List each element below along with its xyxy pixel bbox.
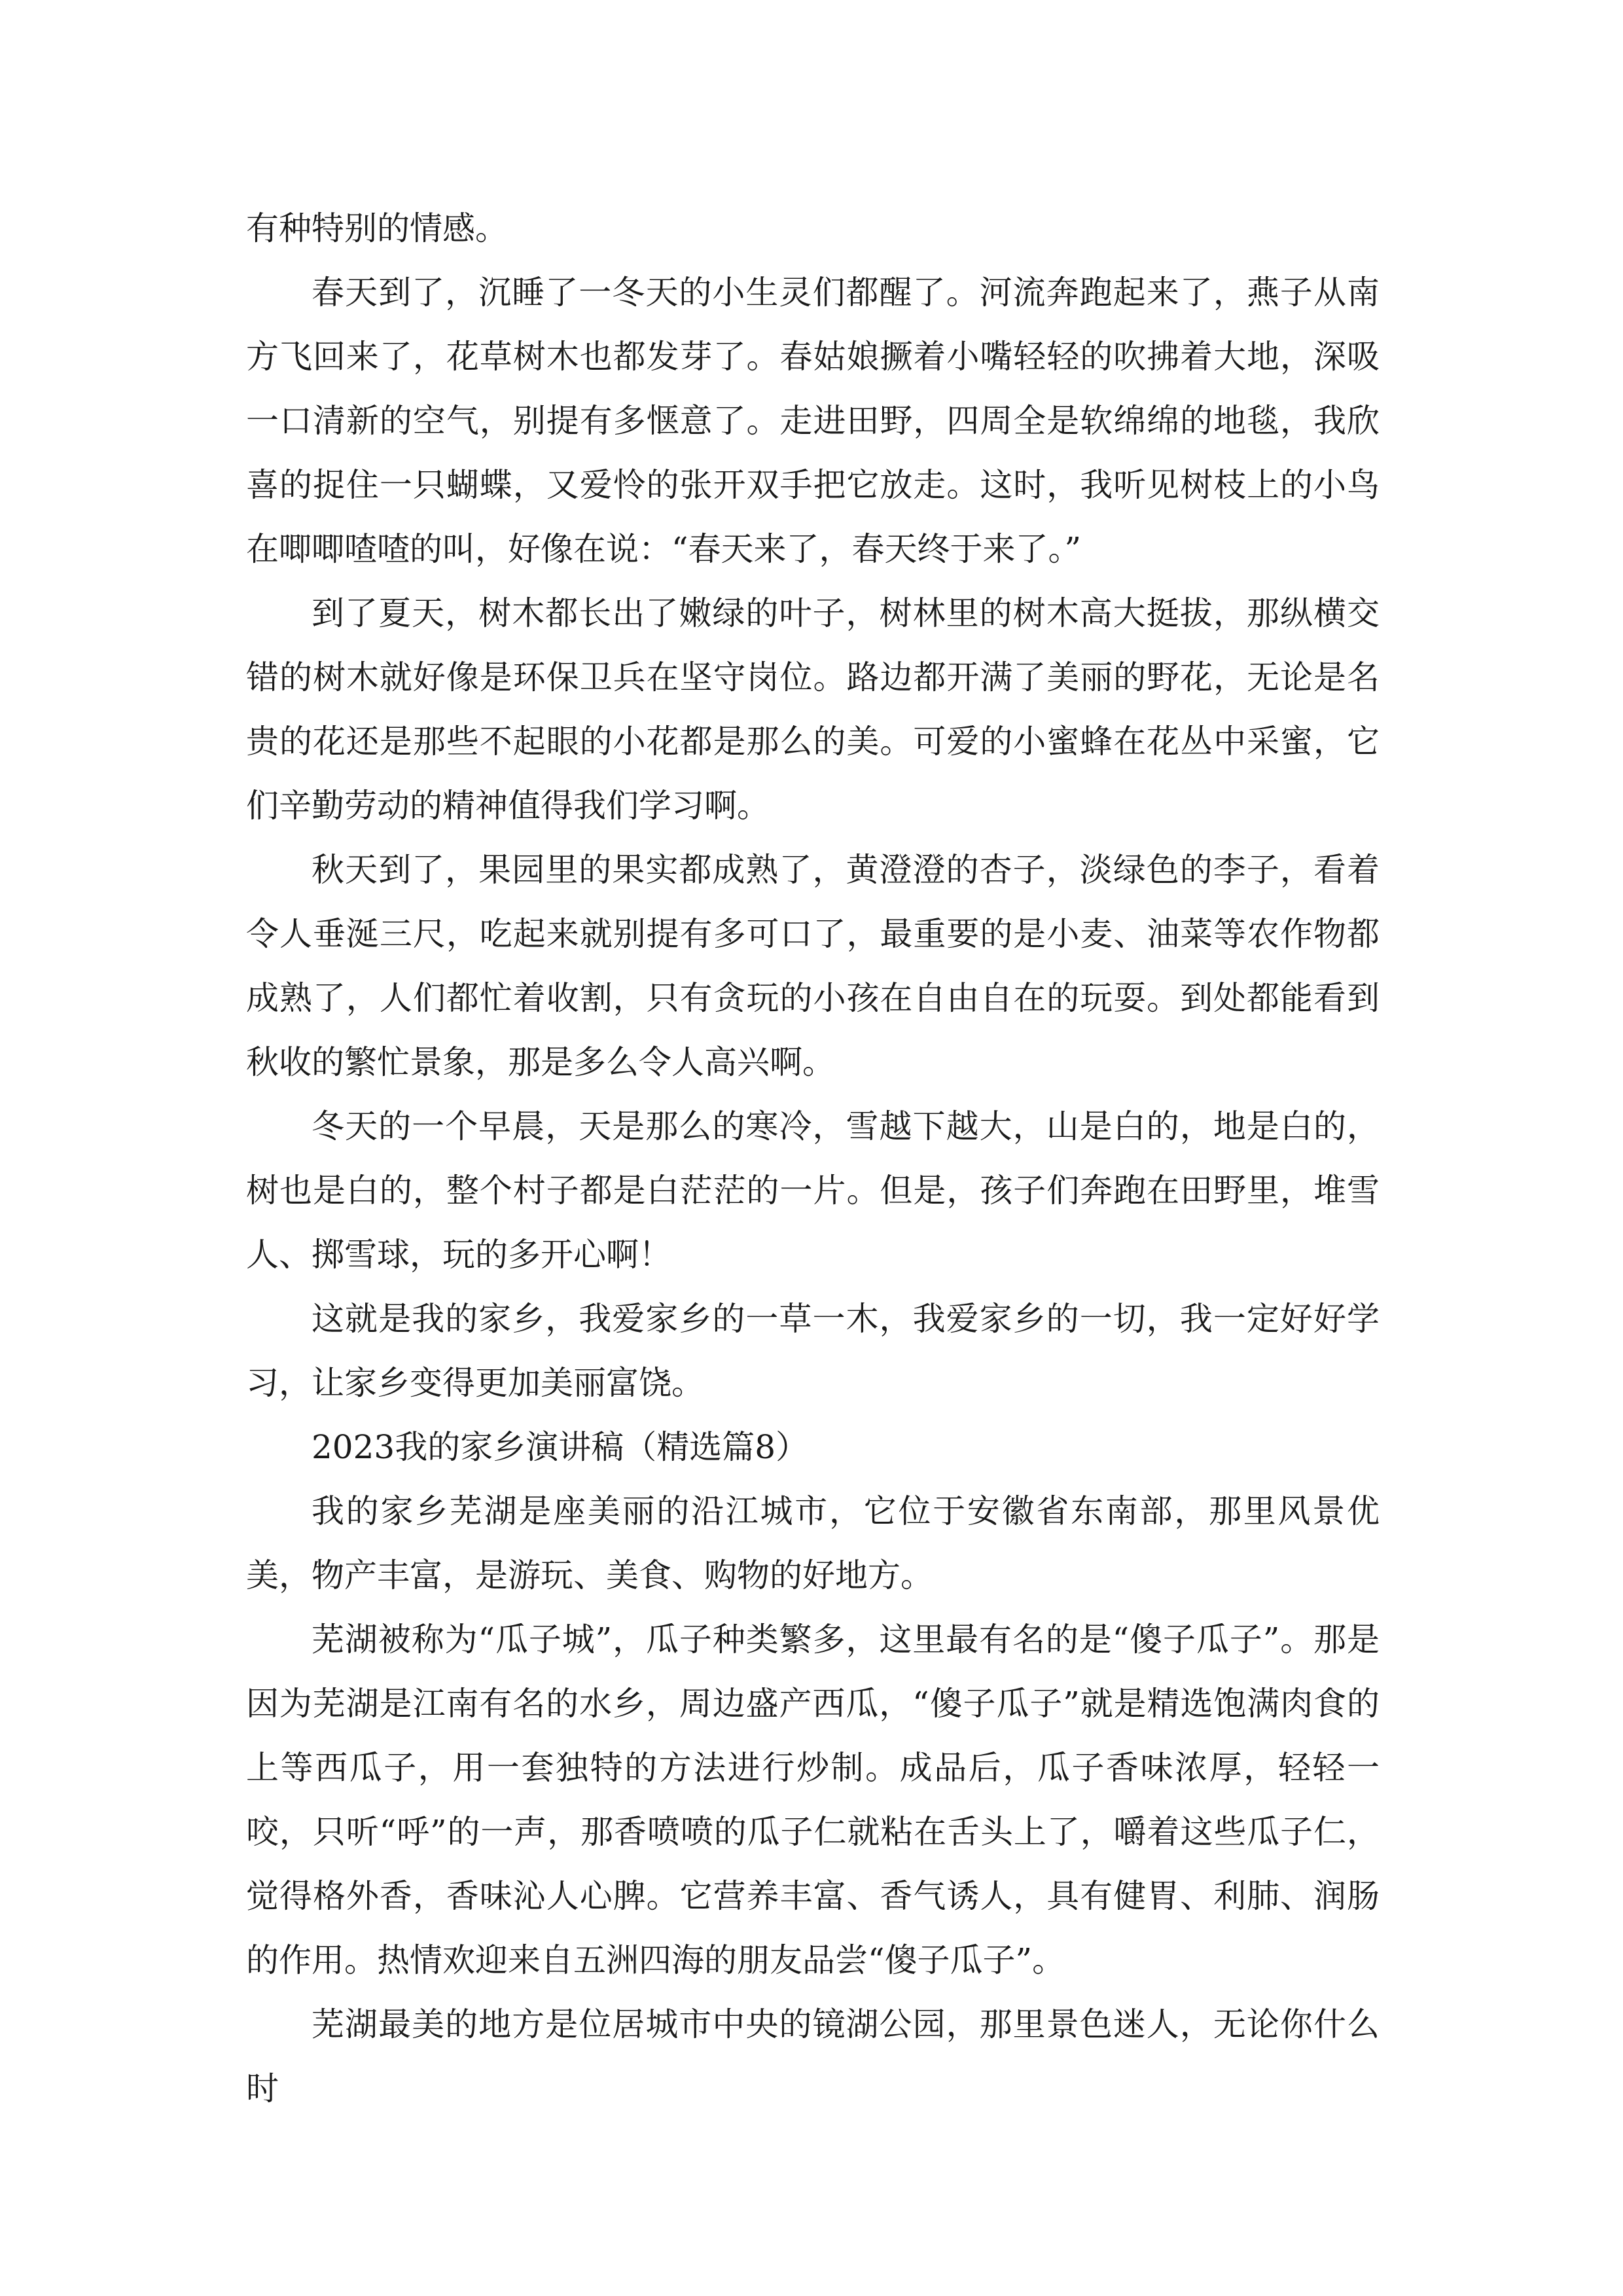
- paragraph-wuhu-intro: 我的家乡芜湖是座美丽的沿江城市，它位于安徽省东南部，那里风景优美，物产丰富，是游玩、美食、购物的好地方。: [246, 1492, 1380, 1594]
- paragraph-melon-seeds: 芜湖被称为“瓜子城”，瓜子种类繁多，这里最有名的是“傻子瓜子”。那是因为芜湖是江南有名的水乡，周边盛产西瓜，“傻子瓜子”就是精选饱满肉食的上等西瓜子，用一套独特的方法进行炒制。成品后，瓜子香味浓厚，轻轻一咬，只听“呼”的一声，那香喷喷的瓜子仁就粘在舌头上了，嚼着这些瓜子仁，觉得格外香，香味沁人心脾。它营养丰富、香气诱人，具有健胃、利肺、润肠的作用。热情欢迎来自五洲四海的朋友品尝“傻子瓜子”。: [246, 1621, 1380, 1979]
- paragraph-continuation: 有种特别的情感。: [246, 209, 508, 247]
- paragraph-conclusion: 这就是我的家乡，我爱家乡的一草一木，我爱家乡的一切，我一定好好学习，让家乡变得更加美丽富饶。: [246, 1300, 1380, 1402]
- paragraph-spring: 春天到了，沉睡了一冬天的小生灵们都醒了。河流奔跑起来了，燕子从南方飞回来了，花草树木也都发芽了。春姑娘撅着小嘴轻轻的吹拂着大地，深吸一口清新的空气，别提有多惬意了。走进田野，四周全是软绵绵的地毯，我欣喜的捉住一只蝴蝶，又爱怜的张开双手把它放走。这时，我听见树枝上的小鸟在唧唧喳喳的叫，好像在说：“春天来了，春天终于来了。”: [246, 274, 1380, 568]
- paragraph-jinghu-park: 芜湖最美的地方是位居城市中央的镜湖公园，那里景色迷人，无论你什么时: [246, 2005, 1380, 2108]
- paragraph-summer: 到了夏天，树木都长出了嫩绿的叶子，树林里的树木高大挺拔，那纵横交错的树木就好像是环保卫兵在坚守岗位。路边都开满了美丽的野花，无论是名贵的花还是那些不起眼的小花都是那么的美。可爱的小蜜蜂在花丛中采蜜，它们辛勤劳动的精神值得我们学习啊。: [246, 594, 1380, 825]
- section-heading: 2023我的家乡演讲稿（精选篇8）: [312, 1428, 809, 1466]
- document-body: [246, 196, 1380, 2121]
- paragraph-winter: 冬天的一个早晨，天是那么的寒冷，雪越下越大，山是白的，地是白的，树也是白的，整个村子都是白茫茫的一片。但是，孩子们奔跑在田野里，堆雪人、掷雪球，玩的多开心啊！: [246, 1107, 1380, 1274]
- paragraph-autumn: 秋天到了，果园里的果实都成熟了，黄澄澄的杏子，淡绿色的李子，看着令人垂涎三尺，吃起来就别提有多可口了，最重要的是小麦、油菜等农作物都成熟了，人们都忙着收割，只有贪玩的小孩在自由自在的玩耍。到处都能看到秋收的繁忙景象，那是多么令人高兴啊。: [246, 851, 1380, 1081]
